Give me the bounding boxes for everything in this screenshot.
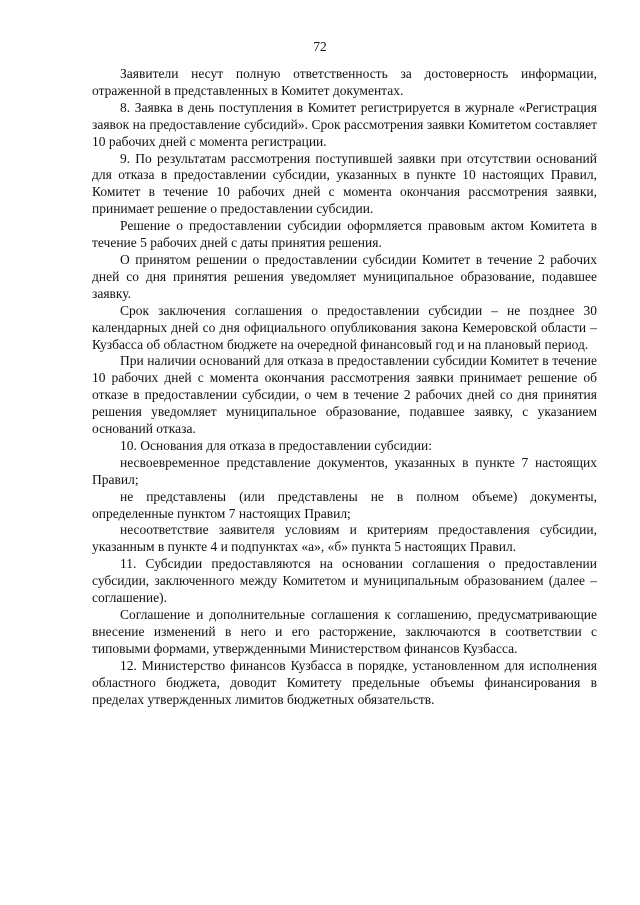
paragraph-item-10-refusal-grounds: 10. Основания для отказа в предоставлении субсидии:: [120, 437, 432, 453]
paragraph-ground-late-submission: несвоевременное представление документов, указанных в пункте 7 настоящих Правил;: [92, 454, 597, 487]
page-number: 72: [313, 39, 327, 54]
paragraph-additional-agreements: Соглашение и дополнительные соглашения к соглашению, предусматривающие внесение изменений в него и его расторжение, заключаются в соответствии с типовыми формами, утвержденными Министерством финансов Кузбасса.: [92, 607, 597, 656]
paragraph-refusal-procedure: При наличии оснований для отказа в предоставлении субсидии Комитет в течение 10 рабочих дней с момента окончания рассмотрения заявки принимает решение об отказе в предоставлении субсидии, о чем в течение 2 рабочих дней со дня принятия решения уведомляет муниципальное образование, подавшее заявку, с указанием оснований отказа.: [92, 353, 597, 437]
paragraph-decision-notification: О принятом решении о предоставлении субсидии Комитет в течение 2 рабочих дней со дня принятия решения уведомляет муниципальное образование, подавшее заявку.: [92, 251, 597, 301]
paragraph-applicants-responsibility: Заявители несут полную ответственность за достоверность информации, отраженной в представленных в Комитет документах.: [92, 66, 597, 98]
paragraph-ground-noncompliance: несоответствие заявителя условиям и критериям предоставления субсидии, указанным в пункте 4 и подпунктах «а», «б» пункта 5 настоящих Правил.: [92, 522, 597, 555]
paragraph-ground-incomplete-documents: не представлены (или представлены не в полном объеме) документы, определенные пунктом 7 настоящих Правил;: [92, 488, 597, 521]
paragraph-item-12-funding-limits: 12. Министерство финансов Кузбасса в порядке, установленном для исполнения областного бюджета, доводит Комитету предельные объемы финансирования в пределах утвержденных лимитов бюджетных обязательств.: [92, 657, 597, 707]
paragraph-item-11-agreement-basis: 11. Субсидии предоставляются на основании соглашения о предоставлении субсидии, заключенного между Комитетом и муниципальным образованием (далее – соглашение).: [92, 556, 597, 606]
document-body: [92, 66, 597, 708]
paragraph-decision-legal-act: Решение о предоставлении субсидии оформляется правовым актом Комитета в течение 5 рабочих дней с даты принятия решения.: [92, 218, 597, 251]
paragraph-item-8-registration: 8. Заявка в день поступления в Комитет регистрируется в журнале «Регистрация заявок на предоставление субсидий». Срок рассмотрения заявки Комитетом составляет 10 рабочих дней с момента регистрации.: [92, 99, 597, 149]
paragraph-item-9-review-results: 9. По результатам рассмотрения поступившей заявки при отсутствии оснований для отказа в предоставлении субсидии, указанных в пункте 10 настоящих Правил, Комитет в течение 10 рабочих дней с момента окончания рассмотрения заявки, принимает решение о предоставлении субсидии.: [92, 150, 597, 217]
paragraph-agreement-deadline: Срок заключения соглашения о предоставлении субсидии – не позднее 30 календарных дней со дня официального опубликования закона Кемеровской области – Кузбасса об областном бюджете на очередной финансовый год и на плановый период.: [92, 302, 597, 352]
